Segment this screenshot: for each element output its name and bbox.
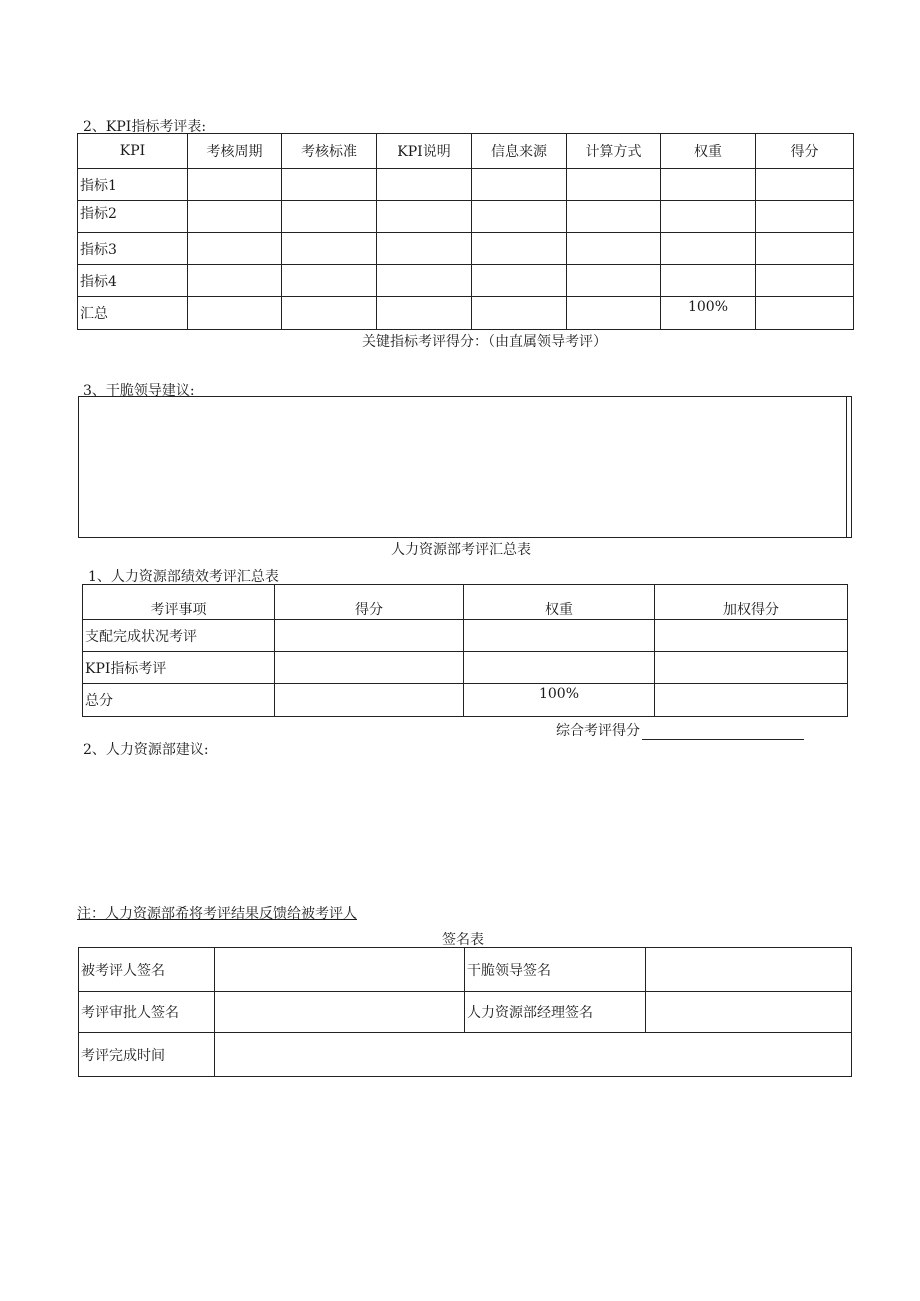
hr-manager-signature-field[interactable] xyxy=(646,992,852,1033)
table-row xyxy=(78,233,854,265)
kpi-header-description: KPI说明 xyxy=(377,134,472,169)
kpi-cell[interactable] xyxy=(756,169,854,201)
kpi-total-weight: 100% xyxy=(661,297,756,330)
kpi-cell[interactable] xyxy=(472,201,567,233)
kpi-header-period: 考核周期 xyxy=(188,134,282,169)
signature-table xyxy=(78,947,852,1077)
kpi-cell[interactable] xyxy=(282,201,377,233)
kpi-cell[interactable] xyxy=(377,233,472,265)
table-row xyxy=(78,201,854,233)
kpi-cell[interactable] xyxy=(756,297,854,330)
kpi-row-label: 指标2 xyxy=(78,201,188,233)
kpi-row-label: 指标1 xyxy=(78,169,188,201)
hr-row-label: 总分 xyxy=(83,684,275,717)
composite-score-label: 综合考评得分 xyxy=(556,723,640,739)
table-row xyxy=(78,297,854,330)
hr-summary-header-row xyxy=(83,585,848,620)
kpi-cell[interactable] xyxy=(188,201,282,233)
kpi-cell[interactable] xyxy=(377,265,472,297)
kpi-cell[interactable] xyxy=(377,201,472,233)
leader-section-heading: 3、干脆领导建议: xyxy=(83,383,195,399)
composite-score-line xyxy=(556,720,804,740)
hr-cell[interactable] xyxy=(655,652,848,684)
kpi-section-heading: 2、KPI指标考评表: xyxy=(83,119,207,135)
hr-summary-table xyxy=(82,584,848,717)
kpi-header-source: 信息来源 xyxy=(472,134,567,169)
kpi-header-weight: 权重 xyxy=(661,134,756,169)
kpi-cell[interactable] xyxy=(472,265,567,297)
kpi-cell[interactable] xyxy=(661,169,756,201)
kpi-score-caption: 关键指标考评得分：（由直属领导考评） xyxy=(362,334,607,350)
kpi-cell[interactable] xyxy=(282,297,377,330)
completion-time-field[interactable] xyxy=(215,1033,852,1077)
hr-cell[interactable] xyxy=(655,684,848,717)
kpi-cell[interactable] xyxy=(282,233,377,265)
hr-cell[interactable] xyxy=(655,620,848,652)
table-row xyxy=(83,620,848,652)
kpi-table xyxy=(77,133,854,330)
hr-cell[interactable] xyxy=(275,620,464,652)
kpi-cell[interactable] xyxy=(472,233,567,265)
kpi-cell[interactable] xyxy=(756,265,854,297)
table-row xyxy=(78,265,854,297)
kpi-cell[interactable] xyxy=(377,297,472,330)
hr-row-label: 支配完成状况考评 xyxy=(83,620,275,652)
hr-cell[interactable] xyxy=(464,620,655,652)
kpi-cell[interactable] xyxy=(282,265,377,297)
hr-manager-signature-label: 人力资源部经理签名 xyxy=(465,992,646,1033)
approver-signature-field[interactable] xyxy=(215,992,465,1033)
kpi-cell[interactable] xyxy=(472,169,567,201)
leader-signature-label: 干脆领导签名 xyxy=(465,948,646,992)
kpi-cell[interactable] xyxy=(188,297,282,330)
feedback-note: 注：人力资源部希将考评结果反馈给被考评人 xyxy=(77,906,357,922)
kpi-header-row xyxy=(78,134,854,169)
appraisee-signature-label: 被考评人签名 xyxy=(79,948,215,992)
kpi-cell[interactable] xyxy=(188,233,282,265)
leader-advice-box[interactable] xyxy=(78,396,852,538)
table-row xyxy=(79,992,852,1033)
kpi-cell[interactable] xyxy=(661,201,756,233)
kpi-cell[interactable] xyxy=(661,265,756,297)
kpi-cell[interactable] xyxy=(756,201,854,233)
hr-cell[interactable] xyxy=(275,684,464,717)
hr-cell[interactable] xyxy=(464,652,655,684)
kpi-cell[interactable] xyxy=(567,169,661,201)
table-row xyxy=(78,169,854,201)
table-row xyxy=(79,948,852,992)
kpi-header-standard: 考核标准 xyxy=(282,134,377,169)
kpi-header-score: 得分 xyxy=(756,134,854,169)
hr-summary-title: 人力资源部考评汇总表 xyxy=(391,542,531,558)
kpi-cell[interactable] xyxy=(756,233,854,265)
kpi-row-label: 指标4 xyxy=(78,265,188,297)
kpi-cell[interactable] xyxy=(661,233,756,265)
kpi-header-calc: 计算方式 xyxy=(567,134,661,169)
kpi-cell[interactable] xyxy=(377,169,472,201)
appraisee-signature-field[interactable] xyxy=(215,948,465,992)
kpi-row-label: 汇总 xyxy=(78,297,188,330)
composite-score-blank[interactable] xyxy=(642,725,804,740)
hr-header-weight: 权重 xyxy=(464,585,655,620)
hr-total-weight: 100% xyxy=(464,684,655,717)
hr-header-item: 考评事项 xyxy=(83,585,275,620)
kpi-cell[interactable] xyxy=(567,201,661,233)
hr-row-label: KPI指标考评 xyxy=(83,652,275,684)
kpi-cell[interactable] xyxy=(567,265,661,297)
kpi-cell[interactable] xyxy=(567,233,661,265)
table-row xyxy=(83,652,848,684)
signature-title: 签名表 xyxy=(442,932,484,948)
hr-header-weighted: 加权得分 xyxy=(655,585,848,620)
kpi-cell[interactable] xyxy=(188,169,282,201)
leader-advice-box-edge xyxy=(846,397,847,537)
hr-summary-heading: 1、人力资源部绩效考评汇总表 xyxy=(88,569,279,585)
table-row xyxy=(79,1033,852,1077)
kpi-cell[interactable] xyxy=(188,265,282,297)
approver-signature-label: 考评审批人签名 xyxy=(79,992,215,1033)
leader-signature-field[interactable] xyxy=(646,948,852,992)
kpi-cell[interactable] xyxy=(567,297,661,330)
hr-header-score: 得分 xyxy=(275,585,464,620)
kpi-cell[interactable] xyxy=(282,169,377,201)
kpi-header-kpi: KPI xyxy=(78,134,188,169)
hr-advice-heading: 2、人力资源部建议: xyxy=(83,742,209,758)
kpi-row-label: 指标3 xyxy=(78,233,188,265)
kpi-cell[interactable] xyxy=(472,297,567,330)
completion-time-label: 考评完成时间 xyxy=(79,1033,215,1077)
table-row xyxy=(83,684,848,717)
hr-cell[interactable] xyxy=(275,652,464,684)
